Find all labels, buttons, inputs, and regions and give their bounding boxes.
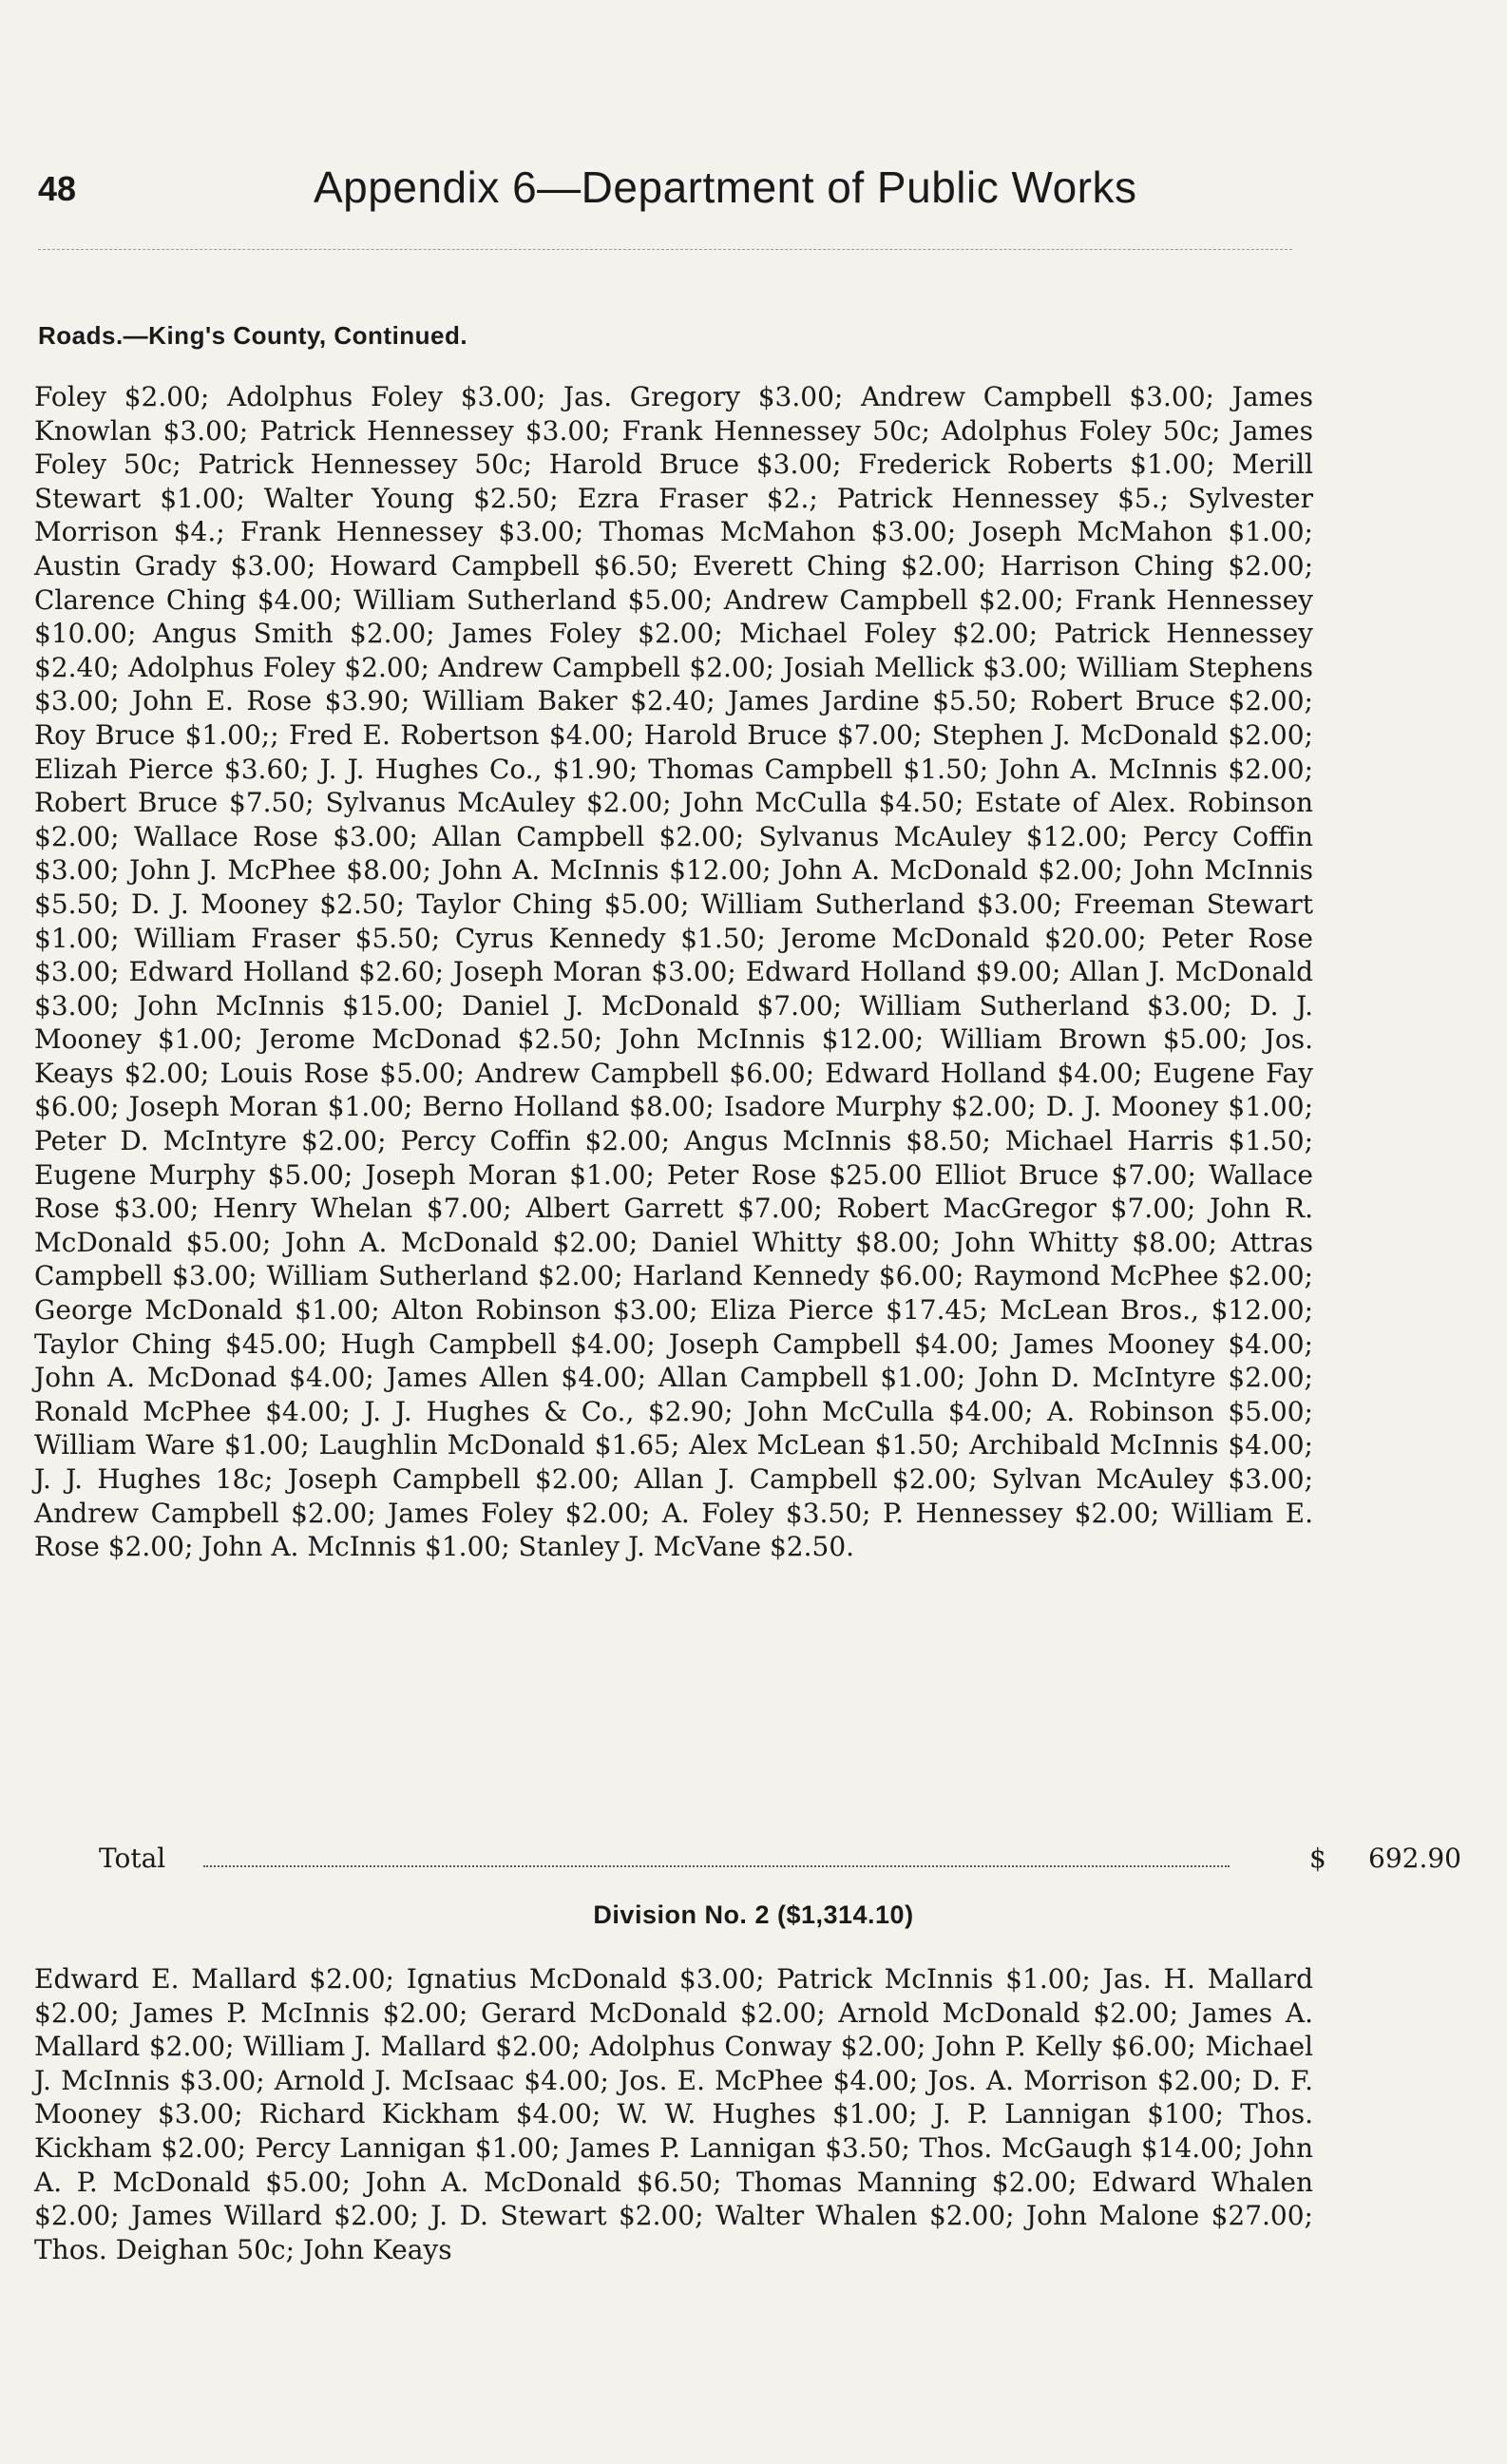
division-paragraph: Edward E. Mallard $2.00; Ignatius McDonald $3.00; Patrick McInnis $1.00; Jas. H. Mallard $2.00; James P. McInnis $2.00; Gerard McDonald $2.00; Arnold McDonald $2.00; James A. Mallard $2.00; William J. Mallard $2.00; Adolphus Conway $2.00; John P. Kelly $6.00; Michael J. McInnis $3.00; Arnold J. McIsaac $4.00; Jos. E. McPhee $4.00; Jos. A. Morrison $2.00; D. F. Mooney $3.00; Richard Kickham $4.00; W. W. Hughes $1.00; J. P. Lannigan $100; Thos. Kickham $2.00; Percy Lannigan $1.00; James P. Lannigan $3.50; Thos. McGaugh $14.00; John A. P. McDonald $5.00; John A. McDonald $6.50; Thomas Manning $2.00; Edward Whalen $2.00; James Willard $2.00; J. D. Stewart $2.00; Walter Whalen $2.00; John Malone $27.00; Thos. Deighan 50c; John Keays <box>34 1963 1313 2265</box>
total-currency: $ <box>1309 1843 1326 1874</box>
page-header <box>38 162 1292 228</box>
division-heading: Division No. 2 ($1,314.10) <box>593 1901 914 1929</box>
total-line <box>99 1842 1467 1880</box>
dotted-leader <box>203 1865 1230 1867</box>
roads-paragraph: Foley $2.00; Adolphus Foley $3.00; Jas. Gregory $3.00; Andrew Campbell $3.00; James Knowlan $3.00; Patrick Hennessey $3.00; Frank Hennessey 50c; Adolphus Foley 50c; James Foley 50c; Patrick Hennessey 50c; Harold Bruce $3.00; Frederick Roberts $1.00; Merill Stewart $1.00; Walter Young $2.50; Ezra Fraser $2.; Patrick Hennessey $5.; Sylvester Morrison $4.; Frank Hennessey $3.00; Thomas McMahon $3.00; Joseph McMahon $1.00; Austin Grady $3.00; Howard Campbell $6.50; Everett Ching $2.00; Harrison Ching $2.00; Clarence Ching $4.00; William Sutherland $5.00; Andrew Campbell $2.00; Frank Hennessey $10.00; Angus Smith $2.00; James Foley $2.00; Michael Foley $2.00; Patrick Hennessey $2.40; Adolphus Foley $2.00; Andrew Campbell $2.00; Josiah Mellick $3.00; William Stephens $3.00; John E. Rose $3.90; William Baker $2.40; James Jardine $5.50; Robert Bruce $2.00; Roy Bruce $1.00;; Fred E. Robertson $4.00; Harold Bruce $7.00; Stephen J. McDonald $2.00; Elizah Pierce $3.60; J. J. Hughes Co., $1.90; Thomas Campbell $1.50; John A. McInnis $2.00; Robert Bruce $7.50; Sylvanus McAuley $2.00; John McCulla $4.50; Estate of Alex. Robinson $2.00; Wallace Rose $3.00; Allan Campbell $2.00; Sylvanus McAuley $12.00; Percy Coffin $3.00; John J. McPhee $8.00; John A. McInnis $12.00; John A. McDonald $2.00; John McInnis $5.50; D. J. Mooney $2.50; Taylor Ching $5.00; William Sutherland $3.00; Freeman Stewart $1.00; William Fraser $5.50; Cyrus Kennedy $1.50; Jerome McDonald $20.00; Peter Rose $3.00; Edward Holland $2.60; Joseph Moran $3.00; Edward Holland $9.00; Allan J. McDonald $3.00; John McInnis $15.00; Daniel J. McDonald $7.00; William Sutherland $3.00; D. J. Mooney $1.00; Jerome McDonad $2.50; John McInnis $12.00; William Brown $5.00; Jos. Keays $2.00; Louis Rose $5.00; Andrew Campbell $6.00; Edward Holland $4.00; Eugene Fay $6.00; Joseph Moran $1.00; Berno Holland $8.00; Isadore Murphy $2.00; D. J. Mooney $1.00; Peter D. McIntyre $2.00; Percy Coffin $2.00; Angus McInnis $8.50; Michael Harris $1.50; Eugene Murphy $5.00; Joseph Moran $1.00; Peter Rose $25.00 Elliot Bruce $7.00; Wallace Rose $3.00; Henry Whelan $7.00; Albert Garrett $7.00; Robert MacGregor $7.00; John R. McDonald $5.00; John A. McDonald $2.00; Daniel Whitty $8.00; John Whitty $8.00; Attras Campbell $3.00; William Sutherland $2.00; Harland Kennedy $6.00; Raymond McPhee $2.00; George McDonald $1.00; Alton Robinson $3.00; Eliza Pierce $17.45; McLean Bros., $12.00; Taylor Ching $45.00; Hugh Campbell $4.00; Joseph Campbell $4.00; James Mooney $4.00; John A. McDonad $4.00; James Allen $4.00; Allan Campbell $1.00; John D. McIntyre $2.00; Ronald McPhee $4.00; J. J. Hughes & Co., $2.90; John McCulla $4.00; A. Robinson $5.00; William Ware $1.00; Laughlin McDonald $1.65; Alex McLean $1.50; Archibald McInnis $4.00; J. J. Hughes 18c; Joseph Campbell $2.00; Allan J. Campbell $2.00; Sylvan McAuley $3.00; Andrew Campbell $2.00; James Foley $2.00; A. Foley $3.50; P. Hennessey $2.00; William E. Rose $2.00; John A. McInnis $1.00; Stanley J. McVane $2.50. <box>34 381 1313 1563</box>
running-head: Appendix 6—Department of Public Works <box>314 162 1137 212</box>
total-amount: 692.90 <box>1368 1843 1461 1874</box>
section-heading: Roads.—King's County, Continued. <box>38 321 468 350</box>
page-number: 48 <box>38 169 77 208</box>
header-rule <box>38 249 1292 250</box>
total-label: Total <box>99 1843 166 1874</box>
